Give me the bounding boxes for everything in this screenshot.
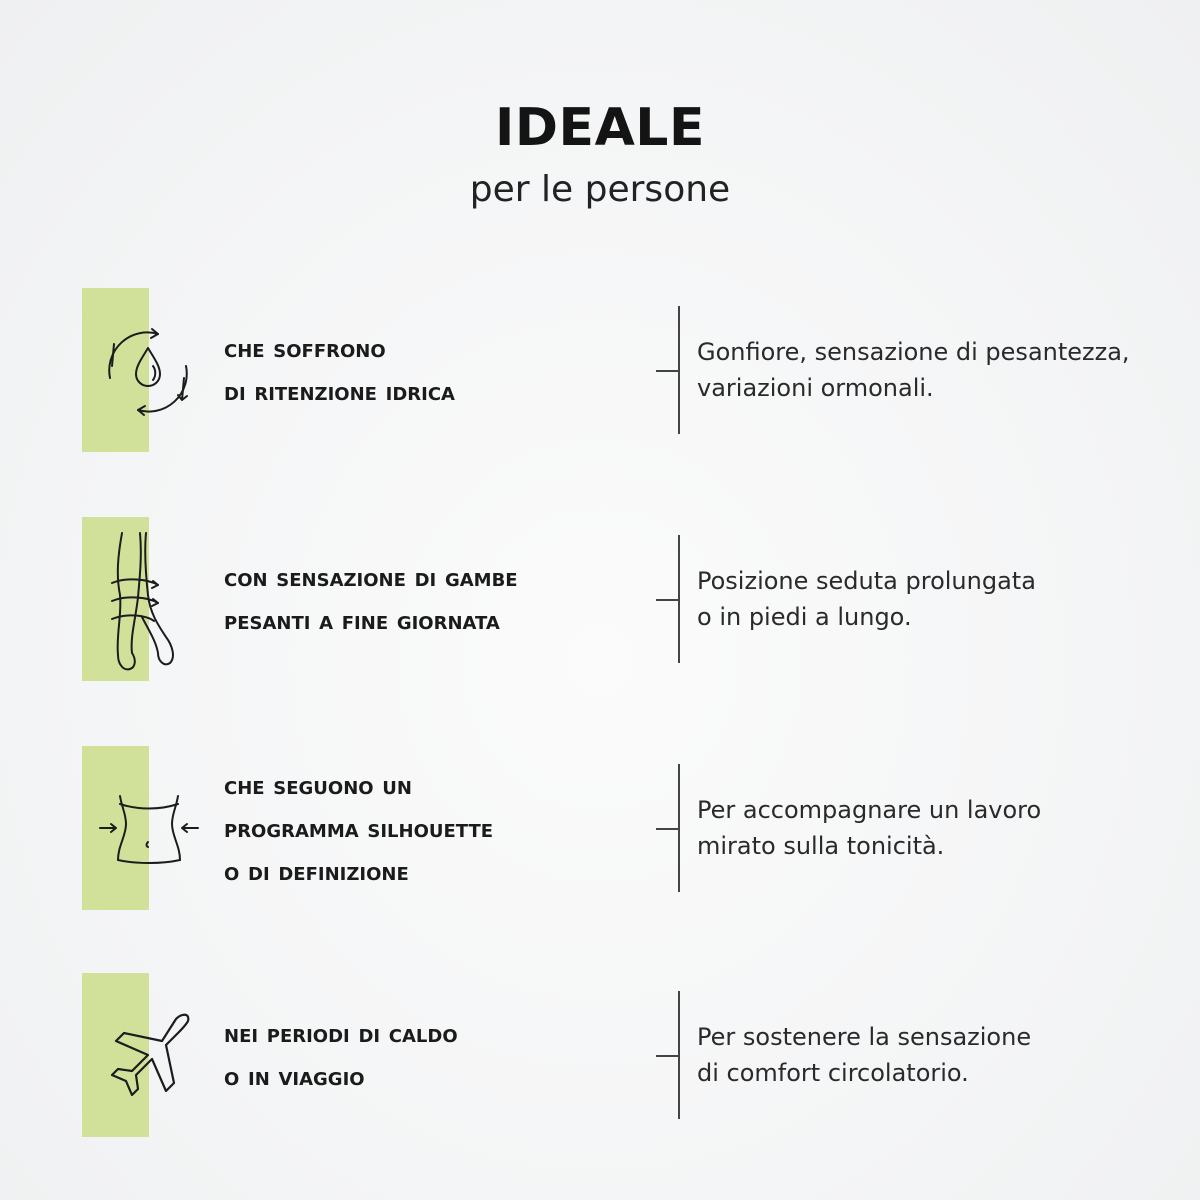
page-title: IDEALE: [495, 98, 705, 158]
page-subtitle: per le persone: [469, 169, 731, 210]
benefit-row-silhouette: [0, 746, 1200, 910]
benefit-row-travel: [0, 973, 1200, 1137]
divider: [678, 306, 680, 434]
benefit-row-water-retention: [0, 288, 1200, 452]
divider: [678, 764, 680, 892]
row-heading: nei periodi di caldo o in viaggio: [224, 1019, 458, 1091]
divider-tick: [656, 1055, 678, 1057]
divider: [678, 535, 680, 663]
waist-icon: [96, 778, 200, 882]
legs-icon: [96, 525, 200, 675]
row-description: Per accompagnare un lavoro mirato sulla tonicità.: [697, 796, 1042, 860]
water-drop-cycle-icon: [96, 320, 200, 424]
benefit-row-heavy-legs: [0, 517, 1200, 681]
row-heading: con sensazione di gambe pesanti a fine giornata: [224, 563, 518, 635]
divider-tick: [656, 599, 678, 601]
header: [0, 96, 1200, 212]
divider-tick: [656, 370, 678, 372]
row-heading: che soffrono di ritenzione idrica: [224, 334, 455, 406]
row-description: Posizione seduta prolungata o in piedi a lungo.: [697, 567, 1036, 631]
airplane-icon: [96, 1005, 200, 1109]
row-heading: che seguono un programma silhouette o di definizione: [224, 770, 494, 886]
row-description: Per sostenere la sensazione di comfort circolatorio.: [697, 1023, 1032, 1087]
row-description: Gonfiore, sensazione di pesantezza, variazioni ormonali.: [697, 338, 1130, 402]
divider-tick: [656, 828, 678, 830]
divider: [678, 991, 680, 1119]
